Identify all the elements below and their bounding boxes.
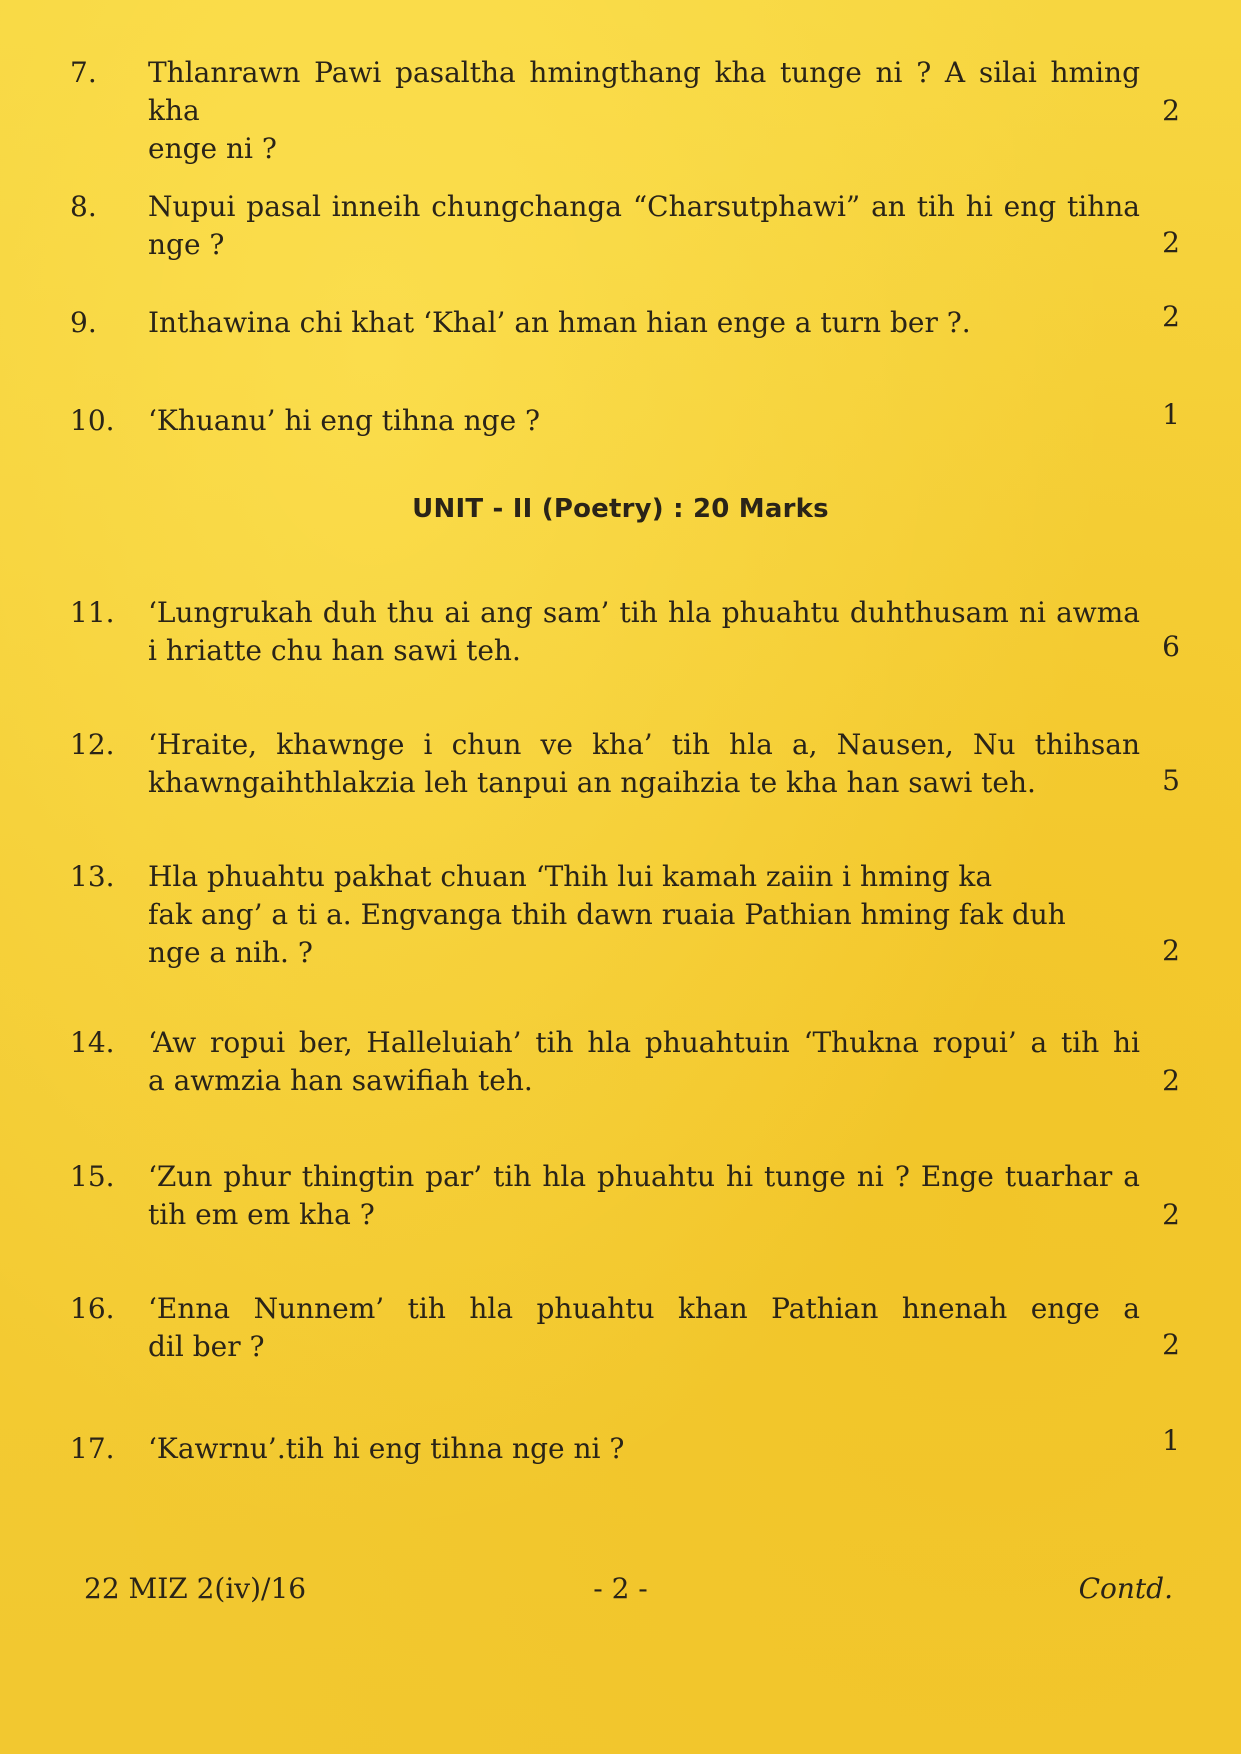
question-marks: 1 (1162, 1424, 1180, 1457)
question-marks: 2 (1162, 226, 1180, 259)
question-text-line: enge ni ? (148, 132, 277, 165)
question-text-line: ‘Aw ropui ber, Halleluiah’ tih hla phuahtuin ‘Thukna ropui’ a tih hi (148, 1026, 1140, 1059)
continued-label: Contd. (1078, 1572, 1173, 1605)
question-number: 12. (70, 728, 115, 761)
question-text-line: ‘Hraite, khawnge i chun ve kha’ tih hla a, Nausen, Nu thihsan (148, 728, 1140, 761)
question-text-line: nge ? (148, 228, 225, 261)
question-8 (70, 188, 1180, 264)
paper-code: 22 MIZ 2(iv)/16 (84, 1572, 307, 1605)
question-marks: 5 (1162, 764, 1180, 797)
question-number: 13. (70, 860, 115, 893)
question-text-line: ‘Enna Nunnem’ tih hla phuahtu khan Pathian hnenah enge a (148, 1292, 1140, 1325)
question-11 (70, 594, 1180, 670)
question-marks: 2 (1162, 1198, 1180, 1231)
page-number: - 2 - (593, 1572, 648, 1605)
question-text-line: ‘Lungrukah duh thu ai ang sam’ tih hla phuahtu duhthusam ni awma (148, 596, 1140, 629)
question-text-line: ‘Zun phur thingtin par’ tih hla phuahtu hi tunge ni ? Enge tuarhar a (148, 1160, 1140, 1193)
question-text-line: Nupui pasal inneih chungchanga “Charsutphawi” an tih hi eng tihna (148, 190, 1140, 223)
question-number: 17. (70, 1432, 115, 1465)
question-10 (70, 398, 1180, 440)
question-marks: 2 (1162, 934, 1180, 967)
question-16 (70, 1290, 1180, 1366)
question-number: 15. (70, 1160, 115, 1193)
question-15 (70, 1158, 1180, 1234)
question-14 (70, 1024, 1180, 1100)
question-text-line: a awmzia han sawifiah teh. (148, 1064, 533, 1097)
question-number: 10. (70, 404, 115, 437)
question-text-line: khawngaihthlakzia leh tanpui an ngaihzia te kha han sawi teh. (148, 766, 1036, 799)
question-number: 7. (70, 56, 97, 89)
question-marks: 2 (1162, 300, 1180, 333)
question-text-line: ‘Khuanu’ hi eng tihna nge ? (148, 404, 541, 437)
question-text-line: nge a nih. ? (148, 936, 313, 969)
question-text-line: fak ang’ a ti a. Engvanga thih dawn ruaia Pathian hming fak duh (148, 898, 1066, 931)
question-text-line: i hriatte chu han sawi teh. (148, 634, 521, 667)
question-marks: 6 (1162, 630, 1180, 663)
question-marks: 2 (1162, 1328, 1180, 1361)
question-text-line: tih em em kha ? (148, 1198, 375, 1231)
question-number: 8. (70, 190, 97, 223)
question-text-line: Thlanrawn Pawi pasaltha hmingthang kha tunge ni ? A silai hming kha (148, 56, 1140, 127)
question-text-line: Hla phuahtu pakhat chuan ‘Thih lui kamah zaiin i hming ka (148, 860, 993, 893)
question-marks: 1 (1162, 398, 1180, 431)
question-13 (70, 858, 1180, 972)
question-marks: 2 (1162, 94, 1180, 127)
question-marks: 2 (1162, 1064, 1180, 1097)
question-number: 11. (70, 596, 115, 629)
question-12 (70, 726, 1180, 802)
question-text-line: Inthawina chi khat ‘Khal’ an hman hian enge a turn ber ?. (148, 306, 971, 339)
question-17 (70, 1424, 1180, 1468)
question-number: 9. (70, 306, 97, 339)
question-number: 16. (70, 1292, 115, 1325)
question-9 (70, 300, 1180, 342)
question-number: 14. (70, 1026, 115, 1059)
unit-heading: UNIT - II (Poetry) : 20 Marks (412, 494, 829, 524)
question-text-line: ‘Kawrnu’.tih hi eng tihna nge ni ? (148, 1432, 625, 1465)
question-7 (70, 54, 1180, 168)
question-text-line: dil ber ? (148, 1330, 265, 1363)
